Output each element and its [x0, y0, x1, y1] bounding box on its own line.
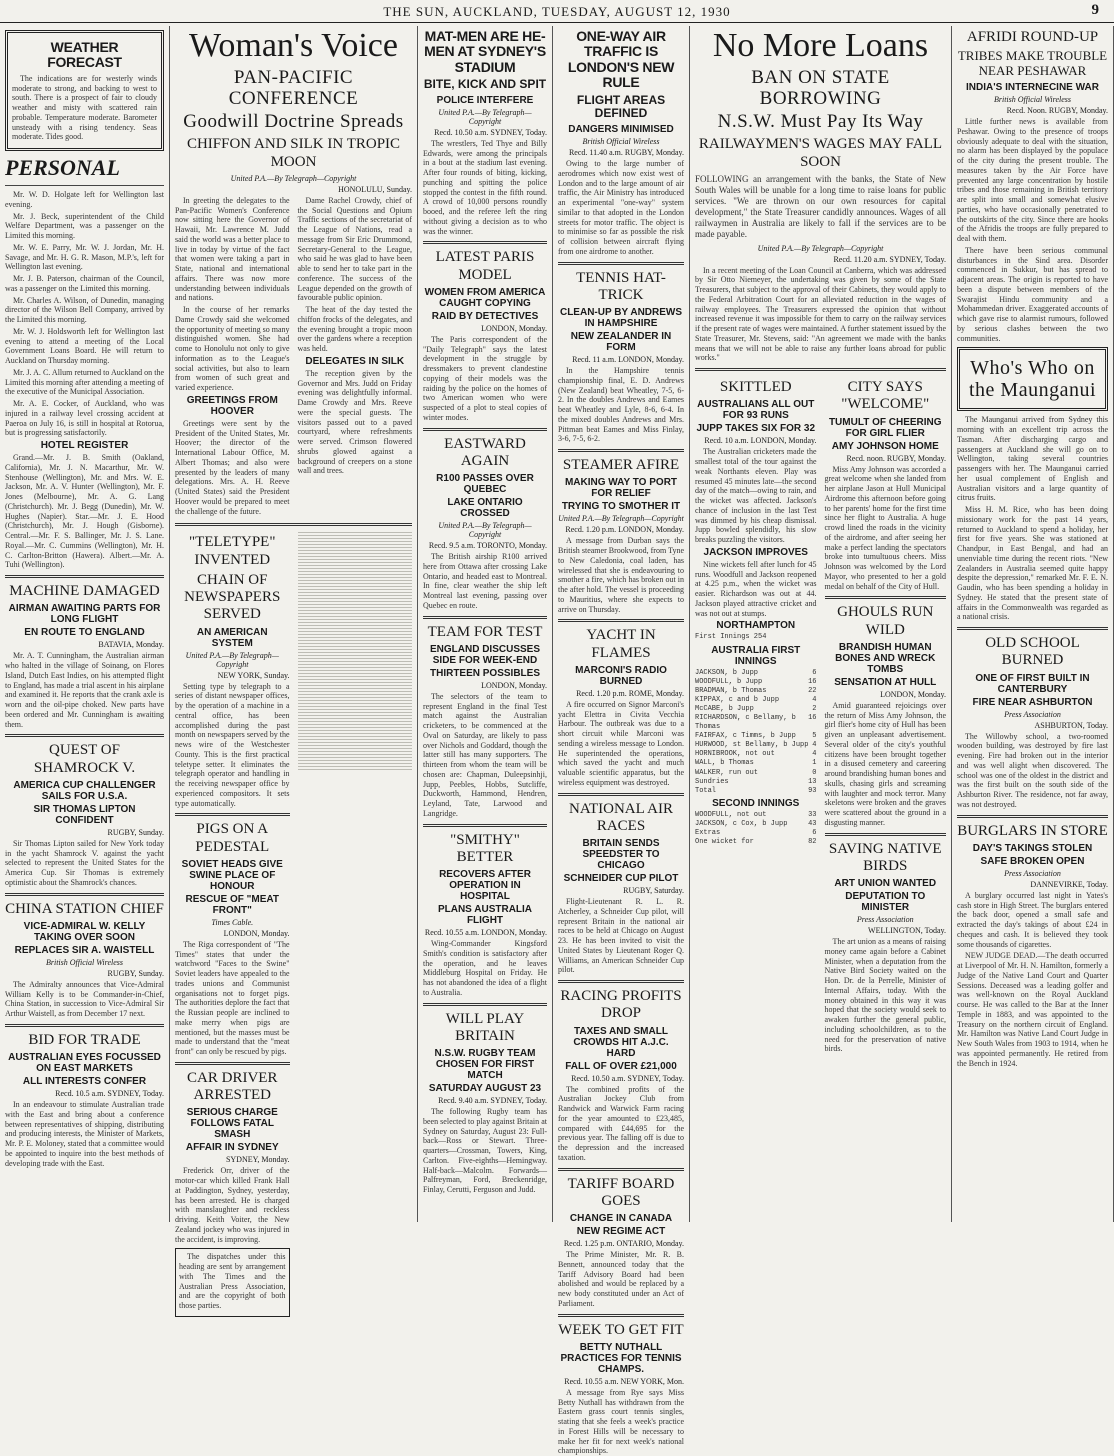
yacht-heading: YACHT IN FLAMES	[586, 627, 656, 661]
score-row	[695, 787, 817, 796]
womans-voice-headline: Woman's Voice	[189, 27, 398, 64]
no-more-loans-sub3: RAILWAYMEN'S WAGES MAY FALL SOON	[698, 136, 943, 170]
steamer-sub2: TRYING TO SMOTHER IT	[561, 501, 681, 513]
car-sub1: SERIOUS CHARGE FOLLOWS FATAL SMASH	[186, 1107, 278, 1141]
burglars-place: DANNEVIRKE, Today.	[1030, 879, 1108, 889]
score-row	[695, 750, 817, 759]
china-sub2: REPLACES SIR A. WAISTELL	[14, 944, 155, 956]
china-text: The Admiralty announces that Vice-Admiral William Kelly is to be Commander-in-Chief, China Station, in succession to Vice-Admiral Sir Arthur Waistell, as from December 17 next.	[5, 979, 164, 1019]
eastward-sub2: LAKE ONTARIO CROSSED	[447, 497, 523, 520]
burglars-dateline: Press Association	[1004, 868, 1061, 878]
teletype-place: NEW YORK, Sunday.	[217, 670, 290, 680]
score-row	[695, 705, 817, 714]
teletype-dateline: United P.A.—By Telegraph—Copyright	[185, 650, 279, 669]
machine-place: BATAVIA, Monday.	[98, 640, 164, 650]
tariff-place: Recd. 1.25 p.m. ONTARIO, Monday.	[563, 1239, 684, 1249]
score-batsman: WOODFULL, b Jupp	[695, 677, 763, 686]
oneway-heading: ONE-WAY AIR TRAFFIC IS LONDON'S NEW RULE	[567, 28, 675, 91]
greetings-text: Greetings were sent by the President of the United States, Mr. Hoover; the director of the International Labour Office, M. Albert Thomas; and also were presented by the leaders of many delegations. Mrs. A. H. Reeve (United States) said the President Hoover would be prepared to meet the challenge of the future.	[175, 418, 290, 516]
weather-text: The indications are for westerly winds moderate to strong, and backing to west to south. There is a prospect of fair to cloudy weather and misty with scattered rain probable. Temperature moderate. Barometer unsteady with a rising tendency. Seas moderate. Tides good.	[12, 73, 157, 142]
personal-item: Mr. W. D. Holgate left for Wellington last evening.	[5, 190, 164, 209]
personal-item: Mr. J. B. Paterson, chairman of the Council, was a passenger on the Limited this morning.	[5, 274, 164, 293]
birds-dateline: Press Association	[856, 915, 914, 925]
score-runs: 6	[812, 668, 817, 677]
smithy-heading: "SMITHY" BETTER	[450, 831, 520, 865]
whos-who-text: The Maunganui arrived from Sydney this morning with an excellent trip across the Tasman. After discharging cargo and passengers at Auckland she will go on to Wellington, taking several countries passengers with her. The Maunganui carried her usual complement of English and Australian visitors and a large quantity of citrus fruits.	[957, 415, 1108, 503]
matmen-sub1: BITE, KICK AND SPIT	[423, 77, 547, 92]
matmen-place: Recd. 10.50 a.m. SYDNEY, Today.	[434, 127, 547, 137]
afridi-sub1: TRIBES MAKE TROUBLE NEAR PESHAWAR	[957, 48, 1108, 79]
weather-heading: WEATHER FORECAST	[47, 39, 122, 71]
china-heading: CHINA STATION CHIEF	[5, 900, 164, 917]
races-sub1: BRITAIN SENDS SPEEDSTER TO CHICAGO	[582, 838, 660, 872]
teletype-sub1: CHAIN OF NEWSPAPERS SERVED	[184, 571, 281, 623]
birds-sub1: ART UNION WANTED	[834, 878, 937, 890]
score-first: First Innings 254	[695, 633, 767, 642]
score-batsman: JACKSON, b Jupp	[695, 668, 759, 677]
trade-sub1: AUSTRALIAN EYES FOCUSSED ON EAST MARKETS	[8, 1052, 161, 1075]
score-row	[695, 811, 817, 820]
team-place: LONDON, Monday.	[481, 680, 547, 690]
score-row	[695, 769, 817, 778]
afridi-heading: AFRIDI ROUND-UP	[966, 29, 1099, 45]
womans-voice-para: In greeting the delegates to the Pan-Pacific Women's Conference now sitting here the Governor of Hawaii, Mr. Lawrence M. Judd said the world was a better place to live in today by virtue of the fact that women were taking a part in State, national and international affairs. There was now more understanding between individuals and nations.	[175, 195, 290, 303]
personal-item: Mr. J. A. C. Allum returned to Auckland on the Limited this morning after attending a meeting of the executive of the Municipal Association.	[5, 367, 164, 397]
jackson-heading: JACKSON IMPROVES	[703, 546, 808, 558]
ghouls-text: Amid guaranteed rejoicings over the return of Miss Amy Johnson, the girl flier's home city of Hull has been given an unpleasant advertisement. Several older of the city's youthful citizens have been brought together in a disused cemetery and careering around brandishing human bones and skulls, chasing girls and screaming with laughter and mock terror. Many skeletons were broken and the graves were scattered about the ground in a disgusting manner.	[824, 700, 946, 827]
column-3	[418, 26, 553, 1222]
score-row	[695, 838, 817, 847]
womans-voice-sub2: Goodwill Doctrine Spreads	[183, 111, 404, 133]
steamer-place: Recd. 1.20 p.m. LONDON, Monday.	[565, 525, 684, 535]
rugby-text: The following Rugby team has been selected to play against Britain at Sydney on Saturday, August 23: Full-back—Ross or Stewart. Three-quarters—Crossman, Towers, King, Carlton. Five-eighths—Hemingway. Half-back—Malcolm. Forwards—Palfreyman, Ford, Breckenridge, Finlay, Cerutti, Ferguson and Judd.	[423, 1107, 547, 1195]
burglars-heading: BURGLARS IN STORE	[957, 822, 1108, 839]
trade-heading: BID FOR TRADE	[28, 1031, 141, 1048]
afridi-dateline: British Official Wireless	[993, 95, 1072, 105]
skittled-sub2: JUPP TAKES SIX FOR 32	[696, 423, 816, 435]
whos-who-text-2: Miss H. M. Rice, who has been doing missionary work for the past 14 years, returned to Auckland to spend a holiday, her first for five years. She was stationed at Chandpur, in East Bengal, and had an unenviable time during the recent riots. "New Zealanders in Australia seemed quite happy despite the depression," remarked Mr. F. E. N. Gaudin, who has been spending a holiday in Sydney. He stated that the present state of affairs in the Commonwealth was regarded as a national crisis.	[957, 505, 1108, 622]
no-more-loans-headline: No More Loans	[712, 27, 929, 64]
tennis-text: In the Hampshire tennis championship final, E. D. Andrews (New Zealand) beat Wheatley, 7-5, 6-2. In the doubles Andrews and Eames beat Wheatley and Lyle, 8-6, 6-4. In the mixed doubles Andrews and Mrs. Pittman beat Eames and Miss Finlay, 3-6, 7-5, 6-2.	[558, 366, 684, 444]
womans-voice-place: HONOLULU, Sunday.	[338, 184, 412, 194]
column-1	[0, 26, 170, 1222]
china-place: RUGBY, Sunday.	[107, 968, 164, 978]
score-runs: 0	[812, 768, 817, 777]
burglars-sub2: SAFE BROKEN OPEN	[980, 855, 1085, 867]
machine-text: Mr. A. T. Cunningham, the Australian airman who halted in the village of Soinang, on Flores Island, Dutch East Indies, on his attempted flight to England, has made a trial ascent in his airplane and examined it. He reports that the crank axle is worn and the oil-pipe choked. New parts have been ordered and Mr. Cunningham is awaiting them.	[5, 651, 164, 729]
rugby-place: Recd. 9.40 a.m. SYDNEY, Today.	[438, 1096, 547, 1106]
personal-item: Mr. J. Beck, superintendent of the Child Welfare Department, was a passenger on the Limited this morning.	[5, 211, 164, 241]
score-batsman: FAIRFAX, c Timms, b Jupp	[695, 732, 796, 741]
burglars-sub1: DAY'S TAKINGS STOLEN	[972, 842, 1093, 854]
paris-sub1: WOMEN FROM AMERICA CAUGHT COPYING	[424, 286, 546, 309]
copyright-note-box	[175, 1248, 290, 1317]
score-runs: 16	[808, 677, 817, 686]
yacht-sub1: MARCONI'S RADIO BURNED	[575, 664, 667, 687]
afridi-text: Little further news is available from Peshawar. Owing to the presence of troops obviously adequate to deal with the situation, no alarm has been displayed by the populace of the city during the present trouble. The measures taken by the Air Force have prevented any large concentration by hostile tribes and those remaining in British territory are split into small and somewhat elusive parties, who have occasionally penetrated to the outskirts of the city. Since there are hooks of the Afridis the troops are fully prepared to deal with them.	[957, 117, 1108, 244]
school-sub2: FIRE NEAR ASHBURTON	[972, 696, 1093, 708]
score-row	[695, 696, 817, 705]
machine-sub1: AIRMAN AWAITING PARTS FOR LONG FLIGHT	[8, 603, 161, 626]
week-place: Recd. 10.55 a.m. NEW YORK, Mon.	[564, 1376, 684, 1386]
team-sub2: THIRTEEN POSSIBLES	[429, 667, 540, 679]
oneway-text: Owing to the large number of aerodromes which now exist west of London and to the large amount of air traffic, the Air Ministry has introduced an experimental "one-way" system similar to that adopted in the London streets for motor traffic. The object is to minimise so far as possible the risk of collision between aircraft flying from one airdrome to another.	[558, 159, 684, 256]
afridi-text-2: There have been serious communal disturbances in the Sind area. Disorder commenced in Sukkur, but has spread to adjacent areas. The origin is reported to have been a dispute between members of the Swarajist Hindu community and a Mohammedan driver. Exaggerated accounts of which gave rise to alarmist rumours, followed by serious clashes between the two communities.	[957, 245, 1108, 343]
tariff-heading: TARIFF BOARD GOES	[567, 1175, 675, 1209]
school-place: ASHBURTON, Today.	[1034, 720, 1108, 730]
score-row	[695, 778, 817, 787]
paris-sub2: RAID BY DETECTIVES	[431, 310, 539, 322]
burglars-text-2: NEW JUDGE DEAD.—The death occurred at Liverpool of Mr. H. N. Hamilton, formerly a Judge of the Native Land Court and Quarter Sessions. Deceased was a leading golfer and was well-known on the Royal Auckland course. He was called to the Bar at the Inner Temple in 1883, and was appointed to the Treasury on the northern circuit of England. Mr. Hamilton was Native Land Court Judge in New South Wales from 1903 to 1914, when he was appointed permanently. He retired from the Bench in 1924.	[957, 951, 1108, 1068]
womans-voice-dateline: United P.A.—By Telegraph—Copyright	[230, 173, 357, 183]
score-runs: 93	[808, 786, 817, 795]
oneway-sub2: DANGERS MINIMISED	[568, 124, 674, 136]
score-batsman: One wicket for	[695, 838, 754, 847]
score-batsman: JACKSON, c Cox, b Jupp	[695, 819, 788, 828]
rugby-sub1: N.S.W. RUGBY TEAM CHOSEN FOR FIRST MATCH	[434, 1048, 536, 1082]
team-text: The selectors of the team to represent England in the final Test match against the Australian cricketers, to be commenced at the Oval on Saturday, are likely to pass over Nichols and Goddard, though the latter still has many supporters. The thirteen from whom the team will be chosen are: Chapman, Duleepsinhji, Jupp, Peebles, Hobbs, Sutcliffe, Duckworth, Hammond, Hendren, Leyland, Tate, Larwood and Langridge.	[423, 691, 547, 818]
steamer-text: A message from Durban says the British steamer Brookwood, from Tyne to New Caledonia, coal laden, has wirelessed that she is endeavouring to smother a fire, which has broken out in the after hold. The vessel is proceeding to Mauritius, where she expects to arrive on Thursday.	[558, 536, 684, 614]
matmen-text: The wrestlers, Ted Thye and Billy Edwards, were among the principals in a bout at the stadium last evening. After four rounds of biting, kicking, punching and spitting the police stopped the contest in the fifth round. A crowd of 10,000 persons roundly booed, and the referee left the ring without giving a decision as to who was the winner.	[423, 138, 547, 236]
eastward-text: The British airship R100 arrived here from Ottawa after crossing Lake Ontario, and headed east to Montreal. In fine, clear weather the ship left Montreal last evening, passing over Quebec en route.	[423, 552, 547, 610]
burglars-text: A burglary occurred last night in Yates's cash store in High Street. The burglars entered the back door, opened a small safe and extracted the day's takings of about £24 in cheques and cash. It is believed they took some thousands of cigarettes.	[957, 890, 1108, 949]
score-runs: 2	[812, 704, 817, 713]
ghouls-sub1: BRANDISH HUMAN BONES AND WRECK TOMBS	[835, 641, 936, 675]
week-heading: WEEK TO GET FIT	[558, 1321, 684, 1338]
steamer-dateline: United P.A.—By Telegraph—Copyright	[558, 514, 684, 524]
trade-place: Recd. 10.5 a.m. SYDNEY, Today.	[55, 1089, 164, 1099]
skittled-place: Recd. 10 a.m. LONDON, Monday.	[704, 436, 817, 446]
tariff-sub2: NEW REGIME ACT	[576, 1226, 666, 1238]
paris-place: LONDON, Monday.	[481, 323, 547, 333]
eastward-dateline: United P.A.—By Telegraph—Copyright	[438, 521, 532, 540]
score-row	[695, 741, 817, 750]
school-dateline: Press Association	[1004, 709, 1061, 719]
score-row	[695, 829, 817, 838]
pigs-sub1: SOVIET HEADS GIVE SWINE PLACE OF HONOUR	[181, 858, 283, 892]
column-5	[690, 26, 952, 1222]
tennis-place: Recd. 11 a.m. LONDON, Monday.	[572, 355, 684, 365]
birds-place: WELLINGTON, Today.	[868, 926, 946, 936]
week-text: A message from Rye says Miss Betty Nuthall has withdrawn from the Eastern grass court tennis singles, stating that she feels a week's practice in Forest Hills will be necessary to make her fit for next week's national championships.	[558, 1387, 684, 1456]
city-sub2: AMY JOHNSON HOME	[831, 440, 939, 452]
scorecard-second	[695, 811, 817, 847]
greetings-heading: GREETINGS FROM HOOVER	[186, 394, 278, 417]
car-text: Frederick Orr, driver of the motor-car which killed Frank Hall at Paddington, Sydney, yesterday, has been arrested. He is charged with manslaughter and reckless driving. Keith Voiter, the New Zealand jockey who was injured in the accident, is improving.	[175, 1166, 290, 1244]
column-6	[952, 26, 1114, 1222]
school-text: The Willowby school, a two-roomed wooden building, was destroyed by fire last evening. Fire had broken out in the interior and was well alight when discovered. The school was one of the oldest in the district and was the first built on the south side of the Ashburton River. The residence, not far away, was not destroyed.	[957, 731, 1108, 809]
eastward-sub1: R100 PASSES OVER QUEBEC	[436, 473, 534, 496]
machine-sub2: EN ROUTE TO ENGLAND	[24, 627, 145, 639]
score-batsman: RICHARDSON, c Bellamy, b Thomas	[695, 713, 796, 732]
smithy-sub1: RECOVERS AFTER OPERATION IN HOSPITAL	[439, 869, 531, 903]
afridi-place: Recd. Noon. RUGBY, Monday.	[1006, 106, 1108, 116]
pigs-heading: PIGS ON A PEDESTAL	[195, 821, 270, 855]
city-heading: CITY SAYS "WELCOME"	[841, 379, 930, 413]
score-title: NORTHAMPTON	[716, 620, 796, 632]
week-sub1: BETTY NUTHALL PRACTICES FOR TENNIS CHAMPS.	[560, 1341, 682, 1375]
personal-item: Mr. W. J. Holdsworth left for Wellington last evening to attend a meeting of the Local Government Loans Board. He will return to Auckland on Thursday morning.	[5, 326, 164, 366]
city-place: Recd. noon. RUGBY, Monday.	[846, 453, 946, 463]
personal-item: Mr. W. E. Parry, Mr. W. J. Jordan, Mr. H. Savage, and Mr. H. G. R. Mason, M.P.'s, left for Wellington last evening.	[5, 242, 164, 272]
car-heading: CAR DRIVER ARRESTED	[187, 1069, 278, 1104]
page-number: 9	[1091, 2, 1100, 18]
score-runs: 16	[808, 713, 817, 722]
profits-place: Recd. 10.50 a.m. SYDNEY, Today.	[571, 1073, 684, 1083]
hotel-text: Grand.—Mr. J. B. Smith (Oakland, California), Mr. J. N. Macarthur, Mr. W. Stenhouse (Wellington), Mr. and Mrs. W. E. Jackson, Mr. A. V. Hunter (Wellington), Mr. F. Jones (Melbourne), Mr. A. G. Lang (Christchurch). Mr. J. Begg (Dunedin), Mr. W. Hughes (Napier). Star.—Mr. J. E. Hood (Christchurch), Mr. J. Hough (Gisborne). Central.—Mr. F. S. Ballinger, Mr. J. S. Lane. Royal.—Mr. C. Cummins (Wellington), Mr. H. C. Carlton-Britton (Hawera). Albert.—Mr. A. Tuhi (Wellington).	[5, 453, 164, 570]
score-batsman: WOODFULL, not out	[695, 810, 767, 819]
trade-text: In an endeavour to stimulate Australian trade with the East and bring about a conference between representatives of shipping, distributing and producing interests, the Minister of Markets, Mr. P. E. Moloney, stated that a committee would be appointed to inquire into the best methods of developing trade with the East.	[5, 1100, 164, 1168]
tennis-heading: TENNIS HAT-TRICK	[576, 269, 666, 303]
personal-item: Mr. A. E. Cocker, of Auckland, who was injured in a railway level crossing accident at Paeroa on July 16, is still in hospital at Rotorua, but is progressing satisfactorily.	[5, 399, 164, 438]
score-runs: 22	[808, 686, 817, 695]
skittled-text: The Australian cricketers made the smallest total of the tour against the weak Northants eleven. Play was resumed 45 minutes late—the second day of the match—owing to rain, and the wicket was affected. Jackson's chance of inclusion in the last Test was dimmed by his cheap dismissal. Jupp bowled splendidly, his slow breaks puzzling the visitors.	[695, 447, 817, 545]
score-runs: 13	[808, 777, 817, 786]
oneway-dateline: British Official Wireless	[582, 137, 660, 147]
shamrock-sub1: AMERICA CUP CHALLENGER SAILS FOR U.S.A.	[13, 779, 156, 802]
score-batsman: HORNIBROOK, not out	[695, 750, 775, 759]
city-text: Miss Amy Johnson was accorded a great welcome when she landed from her airplane Jason at Hull Municipal Airdrome this afternoon before going to her parents' home for the first time since her flight to Australia. A huge crowd lined the roads in the vicinity of the airdrome, and after seeing her make a perfect landing the spectators broke into tumultuous cheers. Miss Johnson was welcomed by the Lord Mayor, who presented to her a gold medal on behalf of the City of Hull.	[824, 464, 946, 591]
school-heading: OLD SCHOOL BURNED	[985, 635, 1080, 669]
score-row	[695, 820, 817, 829]
score-runs: 33	[808, 810, 817, 819]
steamer-sub1: MAKING WAY TO PORT FOR RELIEF	[564, 477, 678, 500]
car-place: SYDNEY, Monday.	[225, 1155, 290, 1165]
hotel-heading: HOTEL REGISTER	[40, 440, 129, 452]
no-more-loans-intro: FOLLOWING an arrangement with the banks, the State of New South Wales will be unable for a long time to raise loans for public services. "We are thrown on our own resources for capital development," the State Treasurer candidly announces. Wages of all railwaymen in Australia are likely to fall if the services are to be made payable.	[695, 173, 946, 239]
womans-voice-sub3: CHIFFON AND SILK IN TROPIC MOON	[186, 136, 401, 170]
score-runs: 5	[812, 732, 817, 741]
score-runs: 82	[808, 838, 817, 847]
whos-who-box	[957, 347, 1108, 411]
ghouls-heading: GHOULS RUN WILD	[837, 604, 934, 638]
smithy-place: Recd. 10.55 a.m. LONDON, Monday.	[424, 928, 547, 938]
profits-sub2: FALL OF OVER £21,000	[565, 1060, 677, 1072]
personal-heading: PERSONAL	[5, 155, 120, 181]
profits-sub1: TAXES AND SMALL CROWDS HIT A.J.C. HARD	[573, 1025, 669, 1059]
china-dateline: British Official Wireless	[45, 957, 124, 967]
no-more-loans-sub2: N.S.W. Must Pay Its Way	[717, 111, 924, 133]
no-more-loans-dateline: United P.A.—By Telegraph—Copyright	[757, 243, 884, 253]
trade-sub2: ALL INTERESTS CONFER	[22, 1076, 147, 1088]
car-sub2: AFFAIR IN SYDNEY	[185, 1142, 279, 1154]
eastward-heading: EASTWARD AGAIN	[444, 435, 526, 469]
score-batsman: HURWOOD, st Bellamy, b Jupp	[695, 741, 809, 750]
paris-heading: LATEST PARIS MODEL	[435, 249, 535, 283]
rugby-heading: WILL PLAY BRITAIN	[445, 1010, 525, 1044]
profits-text: The combined profits of the Australian Jockey Club from Randwick and Warwick Farm racing for the year amounted to £23,485, compared with £44,695 for the previous year. The falling off is due to the depression and the increased taxation.	[558, 1084, 684, 1162]
shamrock-heading: QUEST OF SHAMROCK V.	[33, 742, 136, 776]
masthead	[0, 0, 1114, 23]
tariff-text: The Prime Minister, Mr. R. B. Bennett, announced today that the Tariff Advisory Board had been abolished and would be replaced by a new body constituted under an Act of Parliament.	[558, 1250, 684, 1308]
china-sub1: VICE-ADMIRAL W. KELLY TAKING OVER SOON	[23, 920, 146, 943]
score-batsman: WALL, b Thomas	[695, 759, 754, 768]
womans-voice-para: Dame Rachel Crowdy, chief of the Social Questions and Opium Traffic sections of the secretariat of the League of Nations, read a message from Sir Eric Drummond, Secretary-General to the League, who said he was glad to have been able to send her to take part in the conference. The success of the League depended on the growth of favourable public opinion.	[297, 195, 412, 303]
profits-heading: RACING PROFITS DROP	[560, 988, 682, 1022]
pigs-sub2: RESCUE OF "MEAT FRONT"	[185, 893, 279, 916]
score-runs: 43	[808, 819, 817, 828]
masthead-title: THE SUN, AUCKLAND, TUESDAY, AUGUST 12, 1930	[383, 4, 731, 19]
score-batsman: Sundries	[695, 777, 729, 786]
tennis-sub1: CLEAN-UP BY ANDREWS IN HAMPSHIRE	[559, 307, 683, 330]
races-text: Flight-Lieutenant R. L. R. Atcherley, a Schneider Cup pilot, will represent Britain in the national air races to be held at Chicago on August 23. He has been invited to visit the United States by Lieutenant Roger Q. Williams, an American Schneider Cup pilot.	[558, 897, 684, 975]
no-more-loans-text: In a recent meeting of the Loan Council at Canberra, which was addressed by Sir Otto Niemeyer, the undertaking was given by some of the State Treasurers, that subject to the approval of their Cabinets, they would apply to the Federal Arbitration Court for an alleviated reduction in the wages of railway employees. The Treasurers expressed the opinion that without increased revenue it was impossible for them to carry on the railway services if the present rate of wages were maintained. A further statement issued by the State Treasurer, Mr. Stevens, said: "An agreement we made with the banks means that we will not be able to raise any further loans abroad for public works."	[695, 265, 946, 363]
afridi-sub2: INDIA'S INTERNECINE WAR	[966, 82, 1099, 94]
score-second: SECOND INNINGS	[712, 797, 800, 809]
team-sub1: ENGLAND DISCUSSES SIDE FOR WEEK-END	[429, 643, 540, 666]
score-row	[695, 714, 817, 732]
score-batsman: WALKER, run out	[695, 768, 759, 777]
weather-box	[5, 30, 164, 151]
personal-item: Mr. Charles A. Wilson, of Dunedin, managing director of the Wilson Bell Company, arrived by the Limited this morning.	[5, 295, 164, 325]
silk-heading: DELEGATES IN SILK	[305, 355, 405, 367]
skittled-heading: SKITTLED	[719, 379, 792, 396]
no-more-loans-sub1: BAN ON STATE BORROWING	[751, 66, 890, 109]
scorecard	[695, 669, 817, 796]
whos-who-heading: Who's Who on the Maunganui	[968, 357, 1097, 402]
skittled-sub1: AUSTRALIANS ALL OUT FOR 93 RUNS	[697, 399, 815, 422]
races-heading: NATIONAL AIR RACES	[568, 800, 674, 834]
pigs-place: LONDON, Monday.	[223, 928, 290, 938]
birds-sub2: DEPUTATION TO MINISTER	[845, 891, 926, 914]
womans-voice-para: The heat of the day tested the chiffon frocks of the delegates, and the evening brought a tropic moon over the gardens where a reception was held.	[297, 305, 412, 354]
column-2	[170, 26, 418, 1311]
womans-voice-sub1: PAN-PACIFIC CONFERENCE	[228, 66, 359, 109]
machine-heading: MACHINE DAMAGED	[9, 583, 160, 600]
teletype-heading: "TELETYPE" INVENTED	[189, 534, 276, 568]
oneway-sub1: FLIGHT AREAS DEFINED	[576, 92, 666, 121]
score-batsman: Extras	[695, 829, 721, 838]
matmen-heading: MAT-MEN ARE HE-MEN AT SYDNEY'S STADIUM	[424, 28, 546, 75]
matmen-sub2: POLICE INTERFERE	[436, 94, 534, 106]
pigs-text: The Riga correspondent of "The Times" states that under the watchword "Faces to the Swine" Soviet leaders have appealed to the trades unions and Communist organisations not to forget pigs. The authorities deplore the fact that the Russian people are inclined to make merry when pigs are mentioned, but the masses must be made to understand that the "meat front" can only be rescued by pigs.	[175, 939, 290, 1057]
oneway-place: Recd. 11.40 a.m. RUGBY, Monday.	[568, 148, 684, 158]
yacht-text: A fire occurred on Signor Marconi's yacht Elettra in Civita Vecchia Harbour. The outbreak was due to a short circuit while Marconi was sending a wireless message to London. He superintended the operations, which saved the yacht and much valuable scientific apparatus, but the wireless equipment was destroyed.	[558, 699, 684, 787]
matmen-dateline: United P.A.—By Telegraph—Copyright	[438, 107, 532, 126]
tariff-sub1: CHANGE IN CANADA	[569, 1213, 673, 1225]
ghouls-sub2: SENSATION AT HULL	[834, 676, 937, 688]
rugby-sub2: SATURDAY AUGUST 23	[428, 1083, 542, 1095]
tennis-sub2: NEW ZEALANDER IN FORM	[570, 331, 672, 354]
pigs-dateline: Times Cable.	[211, 917, 254, 927]
column-4	[553, 26, 690, 1456]
shamrock-place: RUGBY, Sunday.	[107, 827, 164, 837]
score-runs: 6	[812, 829, 817, 838]
paris-text: The Paris correspondent of the "Daily Telegraph" says the latest development in the struggle by dressmakers to prevent clandestine copying of their models was the raiding by the police on the homes of two American women who were suspected of a plot to steal copies of winter modes.	[423, 334, 547, 422]
smithy-text: Wing-Commander Kingsford Smith's condition is satisfactory after the operation, and he leaves Middleburg Hospital on Friday. He has not abandoned the idea of a flight to Australia.	[423, 939, 547, 997]
score-row	[695, 678, 817, 687]
teletype-text: Setting type by telegraph to a series of distant newspaper offices, by the operation of a machine in a central office, has been accomplished during the past month on newspapers served by the news wire of the Westchester County. This is the first practical teletype setter. It eliminates the telegraph operator and handling in the receiving newspaper office by experienced compositors. It sets type automatically.	[175, 681, 290, 808]
birds-text: The art union as a means of raising money came again before a Cabinet Minister, when a deputation from the Native Bird Society waited on the Hon. Dr. de la Perrelle, Minister of Internal Affairs, today. With the money obtained in this way it was hoped that the society would seek to awaken further the general public, including schoolchildren, as to the need for the preservation of native birds.	[824, 937, 946, 1054]
score-runs: 4	[812, 750, 817, 759]
shamrock-sub2: SIR THOMAS LIPTON CONFIDENT	[33, 803, 136, 826]
score-batsman: KIPPAX, c and b Jupp	[695, 695, 780, 704]
yacht-place: Recd. 1.20 p.m. ROME, Monday.	[576, 688, 684, 698]
score-batsman: McCABE, b Jupp	[695, 704, 754, 713]
birds-heading: SAVING NATIVE BIRDS	[828, 840, 942, 874]
score-batsman: Total	[695, 786, 717, 795]
team-heading: TEAM FOR TEST	[427, 623, 543, 640]
score-row	[695, 759, 817, 768]
teletype-sub2: AN AMERICAN SYSTEM	[196, 626, 268, 649]
ghouls-place: LONDON, Monday.	[880, 689, 946, 699]
score-row	[695, 687, 817, 696]
shamrock-text: Sir Thomas Lipton sailed for New York today in the yacht Shamrock V. against the yacht selected to represent the United States for the America Cup. Sir Thomas is extremely optimistic about the Shamrock's chances.	[5, 838, 164, 887]
score-row	[695, 669, 817, 678]
silk-text: The reception given by the Governor and Mrs. Judd on Friday evening was delightfully informal. Dame Crowdy and Mrs. Reeve were the special guests. The visitors passed out to a paved courtyard, where refreshments were served. Crimson flowered shrubs glowed against a background of creepers on a stone wall and trees.	[297, 368, 412, 476]
score-row	[695, 732, 817, 741]
no-more-loans-place: Recd. 11.20 a.m. SYDNEY, Today.	[833, 254, 946, 264]
smithy-sub2: PLANS AUSTRALIA FLIGHT	[437, 904, 533, 927]
school-sub1: ONE OF FIRST BUILT IN CANTERBURY	[975, 672, 1090, 695]
races-sub2: SCHNEIDER CUP PILOT	[563, 873, 679, 885]
city-sub1: TUMULT OF CHEERING FOR GIRL FLIER	[828, 416, 942, 439]
eastward-place: Recd. 9.5 a.m. TORONTO, Monday.	[428, 541, 547, 551]
score-aus: AUSTRALIA FIRST INNINGS	[711, 644, 801, 667]
score-runs: 4	[812, 695, 817, 704]
skittled-text-2: Nine wickets fell after lunch for 45 runs. Woodfull and Jackson reopened at 4.25 p.m., when the wicket was easier. Richardson was out at 44. Jackson played attractive cricket and was not out at stumps.	[695, 559, 817, 618]
womans-voice-para: In the course of her remarks Dame Crowdy said she welcomed the opportunity of meeting so many distinguished women. She had come to Honolulu not only to give information as to the League's social activities, but also to learn from women of such great and varied experience.	[175, 305, 290, 393]
score-runs: 1	[812, 759, 817, 768]
copyright-note: The dispatches under this heading are sent by arrangement with The Times and the Australian Press Association, and are the copyright of both those parties.	[179, 1252, 286, 1311]
races-place: RUGBY, Saturday.	[623, 886, 684, 896]
steamer-heading: STEAMER AFIRE	[562, 457, 680, 474]
score-batsman: BRADMAN, b Thomas	[695, 686, 767, 695]
score-runs: 4	[812, 741, 817, 750]
